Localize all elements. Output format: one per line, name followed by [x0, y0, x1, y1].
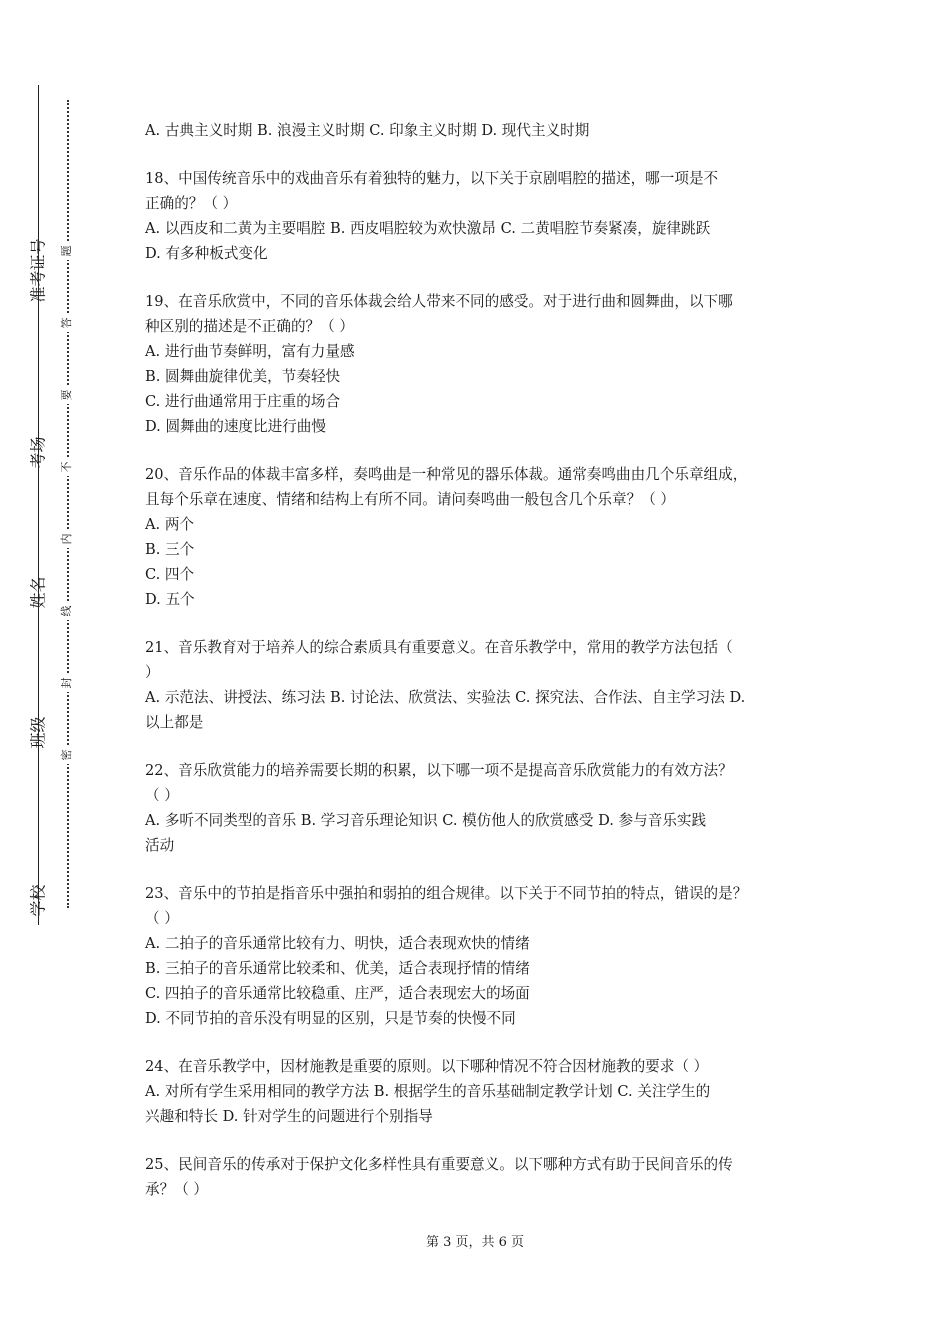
- field-name-label: 姓名: [28, 576, 48, 609]
- option-line: 以上都是: [145, 714, 204, 731]
- question-line: 24、在音乐教学中，因材施教是重要的原则。以下哪种情况不符合因材施教的要求（ ）: [145, 1058, 709, 1075]
- field-exam-room-label: 考场: [28, 436, 48, 469]
- seal-char: 答: [60, 314, 74, 332]
- binding-margin: [0, 0, 110, 1344]
- question-line: 23、音乐中的节拍是指音乐中强拍和弱拍的组合规律。以下关于不同节拍的特点，错误的是？: [145, 885, 748, 902]
- page-footer: 第 3 页，共 6 页: [425, 1235, 525, 1250]
- option-line: A. 二拍子的音乐通常比较有力、明快，适合表现欢快的情绪: [145, 935, 530, 952]
- binding-dotted-line: [67, 100, 69, 908]
- option-line: C. 四个: [145, 566, 195, 583]
- question-20: [145, 462, 815, 612]
- question-23: [145, 881, 815, 1031]
- binding-solid-line: [38, 85, 39, 925]
- option-line: A. 多听不同类型的音乐 B. 学习音乐理论知识 C. 模仿他人的欣赏感受 D. 参与音乐实践: [145, 812, 707, 829]
- option-line: A. 对所有学生采用相同的教学方法 B. 根据学生的音乐基础制定教学计划 C. 关注学生的: [145, 1083, 711, 1100]
- question-line: ）: [145, 664, 160, 681]
- question-line: （ ）: [145, 787, 179, 804]
- question-18: [145, 166, 815, 266]
- question-24: [145, 1054, 815, 1129]
- question-content: [145, 118, 815, 1202]
- question-line: 18、中国传统音乐中的戏曲音乐有着独特的魅力，以下关于京剧唱腔的描述，哪一项是不: [145, 170, 719, 187]
- question-line: 20、音乐作品的体裁丰富多样，奏鸣曲是一种常见的器乐体裁。通常奏鸣曲由几个乐章组成，: [145, 466, 748, 483]
- option-line: A. 示范法、讲授法、练习法 B. 讨论法、欣赏法、实验法 C. 探究法、合作法、自主学习法 D.: [145, 689, 746, 706]
- option-line: B. 圆舞曲旋律优美，节奏轻快: [145, 368, 341, 385]
- question-line: 且每个乐章在速度、情绪和结构上有所不同。请问奏鸣曲一般包含几个乐章？（ ）: [145, 491, 676, 508]
- option-line: A. 进行曲节奏鲜明，富有力量感: [145, 343, 355, 360]
- option-line: D. 不同节拍的音乐没有明显的区别，只是节奏的快慢不同: [145, 1010, 516, 1027]
- option-line: D. 圆舞曲的速度比进行曲慢: [145, 418, 326, 435]
- seal-char: 密: [60, 746, 74, 764]
- option-line: 活动: [145, 837, 175, 854]
- field-class-label: 班级: [28, 716, 48, 749]
- question-line: 21、音乐教育对于培养人的综合素质具有重要意义。在音乐教学中，常用的教学方法包括（: [145, 639, 733, 656]
- option-line: B. 三拍子的音乐通常比较柔和、优美，适合表现抒情的情绪: [145, 960, 530, 977]
- option-line: B. 三个: [145, 541, 195, 558]
- option-line: C. 进行曲通常用于庄重的场合: [145, 393, 341, 410]
- field-exam-number-label: 准考证号: [28, 238, 48, 303]
- question-25: [145, 1152, 815, 1202]
- question-line: 25、民间音乐的传承对于保护文化多样性具有重要意义。以下哪种方式有助于民间音乐的传: [145, 1156, 733, 1173]
- question-line: 种区别的描述是不正确的？（ ）: [145, 318, 354, 335]
- question-line: 正确的？（ ）: [145, 195, 238, 212]
- question-21: [145, 635, 815, 735]
- question-line: （ ）: [145, 910, 179, 927]
- option-line: 兴趣和特长 D. 针对学生的问题进行个别指导: [145, 1108, 433, 1125]
- field-school-label: 学校: [28, 884, 48, 917]
- question-line: 19、在音乐欣赏中，不同的音乐体裁会给人带来不同的感受。对于进行曲和圆舞曲，以下哪: [145, 293, 733, 310]
- question-19: [145, 289, 815, 439]
- seal-char: 题: [60, 242, 74, 260]
- option-line: C. 四拍子的音乐通常比较稳重、庄严，适合表现宏大的场面: [145, 985, 530, 1002]
- seal-char: 内: [60, 530, 74, 548]
- question-line: 承？（ ）: [145, 1181, 209, 1198]
- option-line: D. 有多种板式变化: [145, 245, 268, 262]
- question-22: [145, 758, 815, 858]
- option-line: A. 两个: [145, 516, 195, 533]
- seal-char: 不: [60, 458, 74, 476]
- prev-question-options: A. 古典主义时期 B. 浪漫主义时期 C. 印象主义时期 D. 现代主义时期: [145, 122, 590, 139]
- seal-char: 封: [60, 674, 74, 692]
- option-line: D. 五个: [145, 591, 195, 608]
- question-line: 22、音乐欣赏能力的培养需要长期的积累，以下哪一项不是提高音乐欣赏能力的有效方法？: [145, 762, 733, 779]
- seal-char: 线: [60, 602, 74, 620]
- seal-char: 要: [60, 386, 74, 404]
- option-line: A. 以西皮和二黄为主要唱腔 B. 西皮唱腔较为欢快激昂 C. 二黄唱腔节奏紧凑，旋律跳跃: [145, 220, 711, 237]
